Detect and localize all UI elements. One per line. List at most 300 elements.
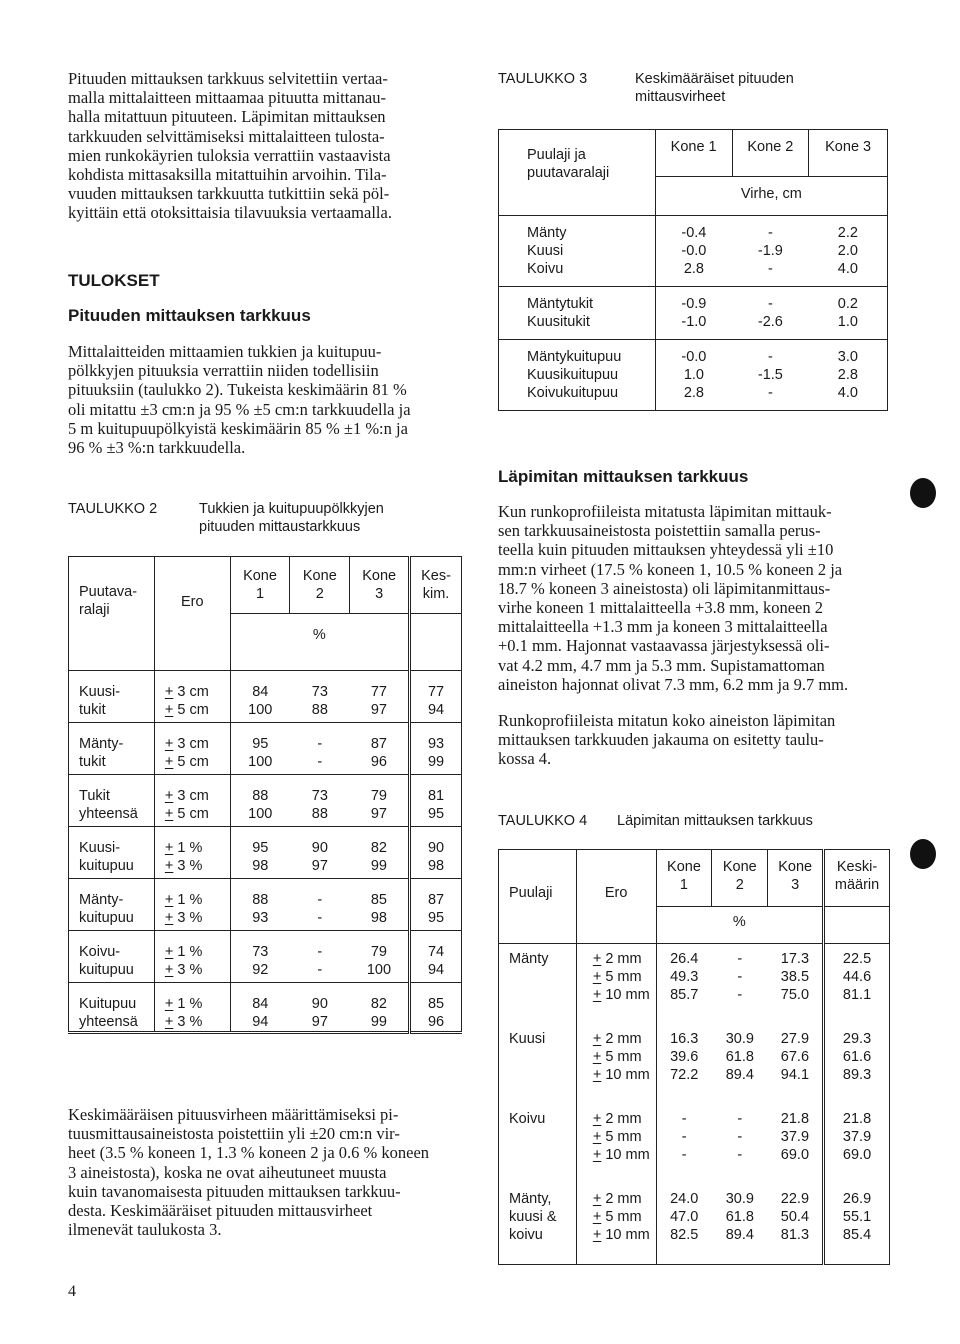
kone2-cell: -: [732, 260, 809, 287]
header-text: Kone: [778, 859, 813, 875]
kone3-cell: 97: [350, 805, 410, 827]
average-cell: 85: [410, 995, 462, 1013]
table-row: [69, 805, 462, 827]
kone1-cell: 1.0: [683, 367, 704, 383]
table4-unit: %: [656, 907, 824, 944]
kone1-cell: 26.4: [670, 951, 699, 967]
species-cell: Mäntytukit: [499, 287, 656, 314]
ero-cell: [576, 944, 656, 969]
kone3-cell: 50.4: [768, 1208, 824, 1226]
text-line: malla mittalaitteen mittaamaa pituutta mittanau-: [68, 88, 386, 108]
table4-header-kone3: [768, 850, 824, 907]
species-cell: [499, 1128, 577, 1146]
table4-header-row: [499, 850, 890, 907]
ero-value: 1 %: [177, 840, 203, 856]
kone2-cell: 30.9: [725, 1191, 754, 1207]
kone1-cell: 84: [252, 996, 269, 1012]
table-row: [499, 986, 890, 1024]
header-text: ralaji: [79, 602, 110, 618]
kone1-cell: 73: [252, 944, 269, 960]
spacer-cell: [350, 723, 410, 736]
text-line: mien runkokäyrien tuloksia verrattiin vastaavista: [68, 145, 391, 165]
spacer-cell: [410, 879, 462, 892]
text-line: Kun runkoprofiileista mitatusta läpimitan mittauk-: [498, 502, 832, 521]
kone2-cell: -: [290, 909, 350, 931]
spacer-row: [69, 775, 462, 788]
kone1-cell: 39.6: [670, 1049, 699, 1065]
ero-cell: [576, 1184, 656, 1208]
table2-header-kone1: [230, 557, 290, 614]
kone2-cell: 61.8: [725, 1209, 754, 1225]
average-cell: 81.1: [824, 986, 890, 1024]
table4-header-kone1: [656, 850, 712, 907]
kone1-cell: 95: [252, 736, 269, 752]
table3-unit: Virhe, cm: [655, 177, 887, 216]
plus-minus-icon: +: [164, 996, 174, 1012]
kone2-cell: -: [317, 892, 323, 908]
table-row: [69, 701, 462, 723]
kone3-cell: 94.1: [768, 1066, 824, 1104]
text-line: 96 % ±3 %:n tarkkuudella.: [68, 438, 246, 458]
species-cell: Kuusi: [499, 242, 656, 260]
average-cell: 69.0: [824, 1146, 890, 1184]
average-cell: 93: [410, 735, 462, 753]
plus-minus-icon: +: [592, 1111, 602, 1127]
ero-value: 3 %: [177, 962, 203, 978]
text-line: virhe koneen 1 mittalaitteella +3.8 mm, koneen 2: [498, 598, 824, 618]
spacer-cell: [230, 671, 290, 684]
average-cell: 95: [410, 909, 462, 931]
average-cell: 95: [410, 805, 462, 827]
plus-minus-icon: +: [592, 1031, 602, 1047]
ero-value: 2 mm: [605, 1191, 642, 1207]
ero-value: 2 mm: [605, 1031, 642, 1047]
ero-cell: [576, 986, 656, 1024]
ero-cell: [576, 1208, 656, 1226]
table2-header-ero: Ero: [154, 557, 230, 671]
table-row: [69, 857, 462, 879]
kone3-cell: 1.0: [809, 313, 888, 340]
species-cell: koivu: [499, 1226, 577, 1265]
species-cell: kuitupuu: [69, 857, 155, 879]
kone1-cell: 100: [230, 701, 290, 723]
table2-grid: [68, 556, 462, 1034]
ero-value: 10 mm: [605, 1067, 650, 1083]
plus-minus-icon: +: [164, 702, 174, 718]
table3: [498, 129, 888, 411]
species-cell: kuitupuu: [69, 961, 155, 983]
plus-minus-icon: +: [164, 944, 174, 960]
kone3-cell: 81.3: [768, 1226, 824, 1265]
kone1-cell: 2.8: [683, 385, 704, 401]
spacer-row: [69, 931, 462, 944]
ero-cell: [154, 943, 230, 961]
table-row: [499, 1184, 890, 1208]
table2-header-kone2: [290, 557, 350, 614]
plus-minus-icon: +: [164, 910, 174, 926]
spacer-cell: [230, 827, 290, 840]
kone1-cell: 24.0: [670, 1191, 699, 1207]
kone2-cell: 97: [311, 1014, 328, 1030]
text-line: tarkkuuden selvittämiseksi mittalaitteen tulosta-: [68, 126, 385, 146]
header-text: 1: [679, 877, 688, 893]
table-row: [499, 313, 888, 340]
species-cell: Mänty: [499, 944, 577, 969]
spacer-cell: [69, 827, 155, 840]
plus-minus-icon: +: [164, 736, 174, 752]
kone1-cell: -1.0: [655, 313, 732, 340]
profile-paragraph: [498, 711, 891, 769]
plus-minus-icon: +: [592, 1067, 602, 1083]
ero-cell: [154, 805, 230, 827]
text-line: teella kuin pituuden mittauksen yhteydessä yli ±10: [498, 540, 834, 560]
text-line: kyittäin että otoksittaisia tilavuuksia vertaamalla.: [68, 203, 392, 223]
ero-cell: [154, 683, 230, 701]
spacer-row: [69, 723, 462, 736]
ero-value: 10 mm: [605, 1147, 650, 1163]
table4: [498, 849, 890, 1265]
average-cell: 96: [410, 1013, 462, 1033]
kone3-cell: 22.9: [768, 1184, 824, 1208]
kone2-cell: -: [737, 1147, 743, 1163]
ero-cell: [576, 1048, 656, 1066]
table4-header-average: [824, 850, 890, 907]
spacer-cell: [230, 931, 290, 944]
kone3-cell: 4.0: [809, 260, 888, 287]
spacer-cell: [69, 775, 155, 788]
average-cell: 22.5: [824, 944, 890, 969]
caption-line: Keskimääräiset pituuden: [635, 71, 794, 87]
text-line: 18.7 % koneen 3 aineistosta) oli läpimitanmittaus-: [498, 578, 831, 598]
header-text: Kes-: [421, 568, 451, 584]
plus-minus-icon: +: [592, 1147, 602, 1163]
header-text: 2: [315, 586, 324, 602]
plus-minus-icon: +: [592, 969, 602, 985]
species-cell: Mänty,: [499, 1184, 577, 1208]
ero-value: 2 mm: [605, 1111, 642, 1127]
text-line: ilmenevät taulukosta 3.: [68, 1220, 222, 1240]
table-row: [69, 891, 462, 909]
kone2-cell: 88: [290, 701, 350, 723]
ero-cell: [576, 1146, 656, 1184]
text-line: pölkkyjen pituuksia verrattiin niiden todellisiin: [68, 361, 379, 381]
kone1-cell: 94: [252, 1014, 269, 1030]
table-row: [499, 1226, 890, 1265]
kone3-cell: 77: [350, 683, 410, 701]
header-text: 2: [735, 877, 744, 893]
table2-header-species: [69, 557, 155, 671]
table3-header-kone1: Kone 1: [655, 130, 732, 177]
average-cell: 90: [410, 839, 462, 857]
header-text: puutavaralaji: [527, 165, 610, 181]
table-row: [69, 683, 462, 701]
table-row: [499, 287, 888, 314]
average-cell: 29.3: [824, 1024, 890, 1048]
spacer-cell: [69, 723, 155, 736]
plus-minus-icon: +: [164, 684, 174, 700]
plus-minus-icon: +: [592, 1129, 602, 1145]
average-cell: 99: [410, 753, 462, 775]
plus-minus-icon: +: [592, 1049, 602, 1065]
ero-cell: [154, 753, 230, 775]
kone3-cell: 37.9: [768, 1128, 824, 1146]
table2-label: TAULUKKO 2: [68, 501, 158, 517]
kone2-cell: -: [317, 944, 323, 960]
kone1-cell: -: [681, 1111, 687, 1127]
kone3-cell: 2.0: [837, 243, 858, 259]
text-line: tuusmittausaineistosta poistettiin yli ±20 cm:n vir-: [68, 1124, 400, 1144]
spacer-cell: [154, 775, 230, 788]
kone2-cell: -: [737, 1129, 743, 1145]
spacer-cell: [69, 879, 155, 892]
species-cell: kuitupuu: [69, 909, 155, 931]
spacer-row: [69, 827, 462, 840]
spacer-row: [69, 879, 462, 892]
ero-cell: [576, 1104, 656, 1128]
caption-line: Tukkien ja kuitupuupölkkyjen: [199, 501, 384, 517]
average-cell: 98: [410, 857, 462, 879]
average-cell: 26.9: [824, 1184, 890, 1208]
spacer-cell: [290, 723, 350, 736]
average-cell: 94: [410, 961, 462, 983]
header-text: Keski-: [836, 859, 878, 875]
kone2-cell: -1.5: [757, 367, 783, 383]
ero-value: 2 mm: [605, 951, 642, 967]
spacer-cell: [154, 879, 230, 892]
header-text: Puulaji ja: [527, 147, 586, 163]
text-line: mittalaitteella +1.3 mm ja koneen 3 mittalaitteella: [498, 617, 828, 637]
kone2-cell: 89.4: [725, 1227, 754, 1243]
species-cell: yhteensä: [69, 1013, 155, 1033]
average-cell: 44.6: [824, 968, 890, 986]
kone3-cell: 97: [350, 701, 410, 723]
kone1-cell: 16.3: [670, 1031, 699, 1047]
table4-caption: Läpimitan mittauksen tarkkuus: [617, 813, 813, 829]
ero-cell: [576, 968, 656, 986]
table-row: [499, 260, 888, 287]
average-cell: 94: [410, 701, 462, 723]
kone2-cell: 89.4: [725, 1067, 754, 1083]
kone3-cell: 82: [350, 839, 410, 857]
header-text: kim.: [422, 586, 450, 602]
kone1-cell: -0.4: [681, 225, 707, 241]
spacer-cell: [154, 931, 230, 944]
header-text: Kone: [722, 859, 757, 875]
caption-line: pituuden mittaustarkkuus: [199, 519, 361, 535]
table-row: [499, 1104, 890, 1128]
length-paragraph: [68, 342, 460, 457]
table4-header-kone2: [712, 850, 768, 907]
kone3-cell: 2.8: [837, 367, 858, 383]
kone2-cell: 88: [290, 805, 350, 827]
table-row: [69, 943, 462, 961]
table2-header-average: [410, 557, 462, 614]
text-line: heet (3.5 % koneen 1, 1.3 % koneen 2 ja 0.6 % koneen: [68, 1143, 430, 1163]
kone3-cell: 96: [350, 753, 410, 775]
ero-cell: [154, 735, 230, 753]
kone3-cell: 67.6: [768, 1048, 824, 1066]
kone3-cell: 99: [350, 857, 410, 879]
table-row: [69, 1013, 462, 1033]
spacer-cell: [154, 983, 230, 996]
average-cell: 85.4: [824, 1226, 890, 1265]
text-line: mm:n virheet (17.5 % koneen 1, 10.5 % koneen 2 ja: [498, 559, 843, 579]
table-row: [69, 787, 462, 805]
kone3-cell: 69.0: [768, 1146, 824, 1184]
spacer-cell: [410, 931, 462, 944]
kone3-cell: 87: [350, 735, 410, 753]
plus-minus-icon: +: [592, 1209, 602, 1225]
table3-label: TAULUKKO 3: [498, 71, 588, 87]
species-cell: Koivu-: [69, 943, 155, 961]
spacer-cell: [410, 671, 462, 684]
spacer-cell: [350, 879, 410, 892]
table3-header-row: [499, 130, 888, 177]
page-number: 4: [68, 1283, 76, 1300]
text-line: oli mitattu ±3 cm:n ja 95 % ±5 cm:n tarkkuudella ja: [68, 399, 411, 419]
table-row: [69, 735, 462, 753]
text-line: sen tarkkuusaineistosta poistettiin samalla perus-: [498, 521, 821, 541]
kone2-cell: -: [767, 296, 773, 312]
table2-caption: [199, 500, 384, 536]
header-text: Kone: [243, 568, 277, 584]
kone1-cell: 93: [230, 909, 290, 931]
text-line: kohdista mittasaksilla mitattuihin arvoihin. Tila-: [68, 165, 387, 185]
table2-unit: %: [230, 614, 410, 671]
ero-value: 5 cm: [177, 702, 209, 718]
ero-cell: [576, 1066, 656, 1104]
kone3-cell: 21.8: [768, 1104, 824, 1128]
spacer-cell: [350, 931, 410, 944]
ero-value: 10 mm: [605, 1227, 650, 1243]
species-cell: [499, 1066, 577, 1104]
results-heading: TULOKSET: [68, 271, 160, 290]
spacer-cell: [230, 723, 290, 736]
table2-header-row: [69, 557, 462, 614]
kone3-cell: 38.5: [768, 968, 824, 986]
kone1-cell: -0.9: [681, 296, 707, 312]
species-cell: [499, 1048, 577, 1066]
average-cell: 37.9: [824, 1128, 890, 1146]
avg-error-paragraph: [68, 1105, 460, 1239]
text-line: Runkoprofiileista mitatun koko aineiston läpimitan: [498, 711, 836, 730]
ero-cell: [576, 1128, 656, 1146]
kone2-cell: -: [317, 736, 323, 752]
table4-unit-blank: [824, 907, 890, 944]
header-text: määrin: [834, 877, 880, 893]
kone2-cell: -: [767, 385, 773, 401]
spacer-cell: [290, 879, 350, 892]
ero-value: 3 %: [177, 858, 203, 874]
header-text: 3: [375, 586, 384, 602]
table2-unit-blank: [410, 614, 462, 671]
average-cell: 55.1: [824, 1208, 890, 1226]
caption-line: mittausvirheet: [635, 89, 726, 105]
table-row: [499, 968, 890, 986]
kone2-cell: 97: [290, 857, 350, 879]
ero-value: 3 %: [177, 910, 203, 926]
species-cell: Kuusitukit: [499, 313, 656, 340]
kone2-cell: -: [290, 961, 350, 983]
spacer-cell: [350, 827, 410, 840]
text-line: Keskimääräisen pituusvirheen määrittämiseksi pi-: [68, 1105, 399, 1124]
spacer-cell: [69, 671, 155, 684]
text-line: vuuden mittauksen tarkkuutta tutkittiin sekä pöl-: [68, 184, 390, 204]
text-line: pituuksiin (taulukko 2). Tukeista keskimäärin 81 %: [68, 380, 407, 400]
table-row: [499, 384, 888, 411]
table3-header-kone3: Kone 3: [809, 130, 888, 177]
kone2-cell: 73: [311, 684, 328, 700]
spacer-cell: [69, 931, 155, 944]
spacer-cell: [230, 983, 290, 996]
table-row: [499, 1208, 890, 1226]
diameter-accuracy-heading: Läpimitan mittauksen tarkkuus: [498, 467, 749, 486]
kone1-cell: -: [681, 1129, 687, 1145]
table2: [68, 556, 462, 1034]
table-row: [499, 1128, 890, 1146]
spacer-cell: [154, 723, 230, 736]
spacer-cell: [290, 931, 350, 944]
text-line: 5 m kuitupuupölkyistä keskimäärin 85 % ±1 %:n ja: [68, 418, 408, 438]
ero-cell: [154, 909, 230, 931]
ero-value: 10 mm: [605, 987, 650, 1003]
header-text: Puutava-: [79, 584, 138, 600]
species-cell: yhteensä: [69, 805, 155, 827]
margin-bullet-icon: [910, 478, 936, 508]
spacer-cell: [410, 827, 462, 840]
species-cell: Kuitupuu: [69, 995, 155, 1013]
average-cell: 74: [410, 943, 462, 961]
ero-value: 5 mm: [605, 1209, 642, 1225]
average-cell: 61.6: [824, 1048, 890, 1066]
table4-grid: [498, 849, 890, 1265]
species-cell: Kuusi: [499, 1024, 577, 1048]
ero-value: 5 cm: [177, 754, 209, 770]
species-cell: [499, 986, 577, 1024]
plus-minus-icon: +: [164, 892, 174, 908]
kone2-cell: -: [767, 225, 773, 241]
table2-body: [69, 671, 462, 1033]
spacer-cell: [154, 671, 230, 684]
text-line: kuin tavanomaisesta pituuden mittauksen tarkkuu-: [68, 1181, 401, 1201]
ero-value: 3 %: [177, 1014, 203, 1030]
species-cell: tukit: [69, 701, 155, 723]
ero-value: 5 mm: [605, 969, 642, 985]
ero-value: 3 cm: [177, 736, 209, 752]
text-line: halla mitattuun pituuteen. Läpimitan mittauksen: [68, 107, 386, 127]
spacer-cell: [350, 983, 410, 996]
spacer-cell: [410, 983, 462, 996]
kone3-cell: 3.0: [837, 349, 858, 365]
kone1-cell: 95: [252, 840, 269, 856]
species-cell: Mänty-: [69, 891, 155, 909]
table-row: [499, 1048, 890, 1066]
plus-minus-icon: +: [592, 1227, 602, 1243]
ero-value: 5 cm: [177, 806, 209, 822]
ero-value: 1 %: [177, 892, 203, 908]
kone2-cell: -: [290, 753, 350, 775]
spacer-cell: [290, 775, 350, 788]
table3-header-kone2: Kone 2: [732, 130, 809, 177]
species-cell: Mänty: [499, 216, 656, 243]
table-row: [69, 961, 462, 983]
kone2-cell: 90: [311, 840, 328, 856]
table-row: [499, 1146, 890, 1184]
text-line: mittauksen tarkkuuden jakauma on esitetty taulu-: [498, 730, 824, 750]
header-text: Kone: [667, 859, 701, 875]
plus-minus-icon: +: [164, 1014, 174, 1030]
spacer-cell: [410, 775, 462, 788]
